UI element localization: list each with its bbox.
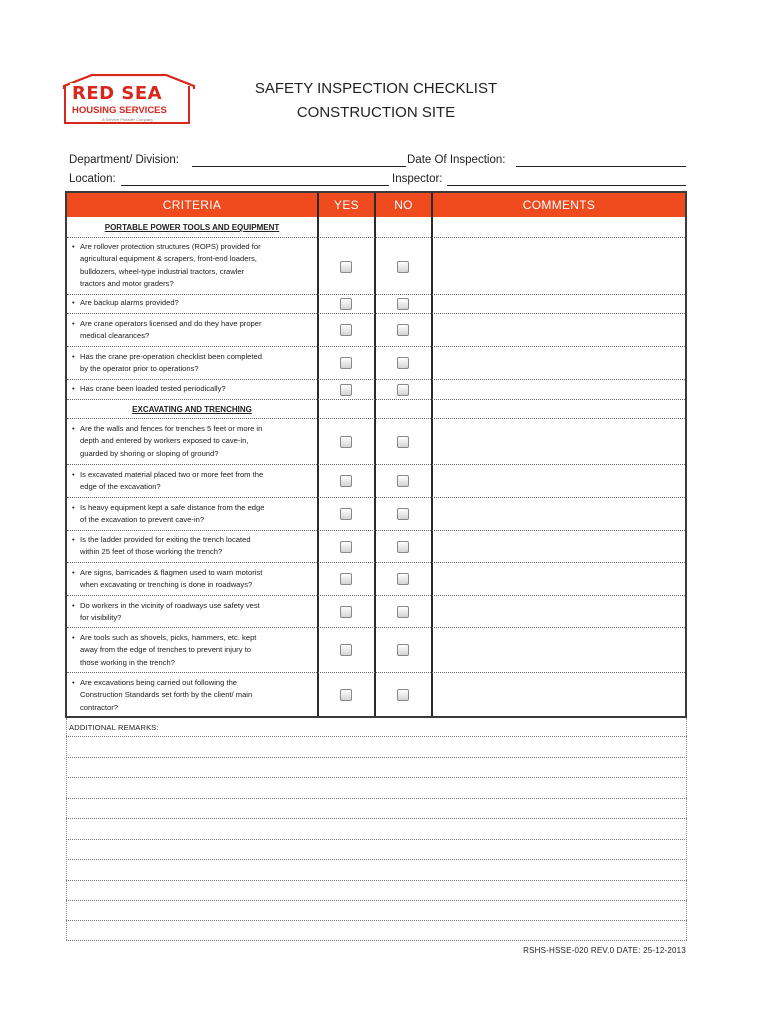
remark-line: [66, 859, 687, 860]
criteria-item: • Is heavy equipment kept a safe distance from the edge of the excavation to prevent cave-in?: [72, 503, 265, 525]
yes-checkbox[interactable]: [340, 508, 352, 520]
row-divider: [67, 595, 685, 596]
row-divider: [67, 464, 685, 465]
yes-checkbox[interactable]: [340, 298, 352, 310]
no-checkbox[interactable]: [397, 436, 409, 448]
yes-checkbox[interactable]: [340, 541, 352, 553]
criteria-item: • Is the ladder provided for exiting the trench located within 25 feet of those working the trench?: [72, 535, 251, 557]
no-checkbox[interactable]: [397, 573, 409, 585]
criteria-item: • Are rollover protection structures (ROPS) provided for agricultural equipment & scrapers, front-end loaders, bulldozers, wheel-type industrial tractors, crawler tractors and motor graders?: [72, 242, 261, 288]
checklist-table: [65, 191, 687, 718]
remarks-box[interactable]: [66, 718, 687, 940]
date-label: Date Of Inspection:: [407, 154, 506, 166]
criteria-item: • Has the crane pre-operation checklist been completed by the operator prior to operations?: [72, 352, 262, 374]
column-divider: [317, 193, 319, 716]
remark-line: [66, 880, 687, 881]
criteria-item: • Are the walls and fences for trenches 5 feet or more in depth and entered by workers exposed to cave-in, guarded by shoring or sloping of ground?: [72, 424, 263, 458]
remark-line: [66, 757, 687, 758]
column-divider: [374, 193, 376, 716]
remark-line: [66, 920, 687, 921]
location-label: Location:: [69, 173, 116, 185]
no-checkbox[interactable]: [397, 508, 409, 520]
yes-checkbox[interactable]: [340, 689, 352, 701]
logo-subtitle: HOUSING SERVICES: [72, 105, 167, 116]
logo-tagline: A Service Provider Company: [102, 117, 154, 122]
page-title: SAFETY INSPECTION CHECKLIST: [254, 80, 498, 97]
no-checkbox[interactable]: [397, 324, 409, 336]
row-divider: [67, 627, 685, 628]
no-checkbox[interactable]: [397, 384, 409, 396]
criteria-item: • Is excavated material placed two or more feet from the edge of the excavation?: [72, 470, 264, 492]
no-checkbox[interactable]: [397, 606, 409, 618]
no-checkbox[interactable]: [397, 298, 409, 310]
no-checkbox[interactable]: [397, 689, 409, 701]
yes-checkbox[interactable]: [340, 357, 352, 369]
row-divider: [67, 346, 685, 347]
remarks-label: ADDITIONAL REMARKS:: [69, 723, 159, 732]
yes-checkbox[interactable]: [340, 644, 352, 656]
row-divider: [67, 379, 685, 380]
location-field[interactable]: [121, 185, 389, 186]
department-field[interactable]: [192, 166, 406, 167]
document-code: RSHS-HSSE-020 REV.0 DATE: 25-12-2013: [523, 946, 686, 955]
row-divider: [67, 672, 685, 673]
no-checkbox[interactable]: [397, 644, 409, 656]
row-divider: [67, 399, 685, 400]
yes-checkbox[interactable]: [340, 606, 352, 618]
no-checkbox[interactable]: [397, 475, 409, 487]
section-title-excavating: EXCAVATING AND TRENCHING: [132, 405, 252, 414]
criteria-item: • Are tools such as shovels, picks, hammers, etc. kept away from the edge of trenches to prevent injury to those working in the trench?: [72, 633, 257, 667]
row-divider: [67, 418, 685, 419]
inspector-field[interactable]: [447, 185, 686, 186]
remark-line: [66, 777, 687, 778]
criteria-item: • Has crane been loaded tested periodically?: [72, 384, 226, 393]
criteria-item: • Are excavations being carried out following the Construction Standards set forth by the client/ main contractor?: [72, 678, 253, 712]
criteria-item: • Are crane operators licensed and do they have proper medical clearances?: [72, 319, 262, 341]
remark-line: [66, 736, 687, 737]
row-divider: [67, 237, 685, 238]
yes-checkbox[interactable]: [340, 324, 352, 336]
yes-checkbox[interactable]: [340, 475, 352, 487]
remark-line: [66, 798, 687, 799]
remark-line: [66, 940, 687, 941]
row-divider: [67, 313, 685, 314]
page-subtitle: CONSTRUCTION SITE: [296, 104, 456, 121]
criteria-header: CRITERIA: [67, 193, 317, 217]
remark-line: [66, 818, 687, 819]
no-checkbox[interactable]: [397, 261, 409, 273]
remark-line: [66, 839, 687, 840]
comments-header: COMMENTS: [433, 193, 685, 217]
logo-name: RED SEA: [72, 83, 163, 104]
yes-header: YES: [319, 193, 374, 217]
criteria-item: • Are signs, barricades & flagmen used to warn motorist when excavating or trenching is done in roadways?: [72, 568, 263, 590]
row-divider: [67, 562, 685, 563]
no-checkbox[interactable]: [397, 357, 409, 369]
section-title-power-tools: PORTABLE POWER TOOLS AND EQUIPMENT: [104, 223, 280, 232]
department-label: Department/ Division:: [69, 154, 179, 166]
inspector-label: Inspector:: [392, 173, 443, 185]
date-field[interactable]: [516, 166, 686, 167]
remark-line: [66, 900, 687, 901]
row-divider: [67, 530, 685, 531]
row-divider: [67, 497, 685, 498]
criteria-item: • Are backup alarms provided?: [72, 298, 179, 307]
yes-checkbox[interactable]: [340, 573, 352, 585]
no-header: NO: [376, 193, 431, 217]
no-checkbox[interactable]: [397, 541, 409, 553]
criteria-item: • Do workers in the vicinity of roadways use safety vest for visibility?: [72, 601, 260, 623]
yes-checkbox[interactable]: [340, 436, 352, 448]
yes-checkbox[interactable]: [340, 261, 352, 273]
company-logo: [62, 74, 198, 128]
column-divider: [431, 193, 433, 716]
yes-checkbox[interactable]: [340, 384, 352, 396]
row-divider: [67, 294, 685, 295]
